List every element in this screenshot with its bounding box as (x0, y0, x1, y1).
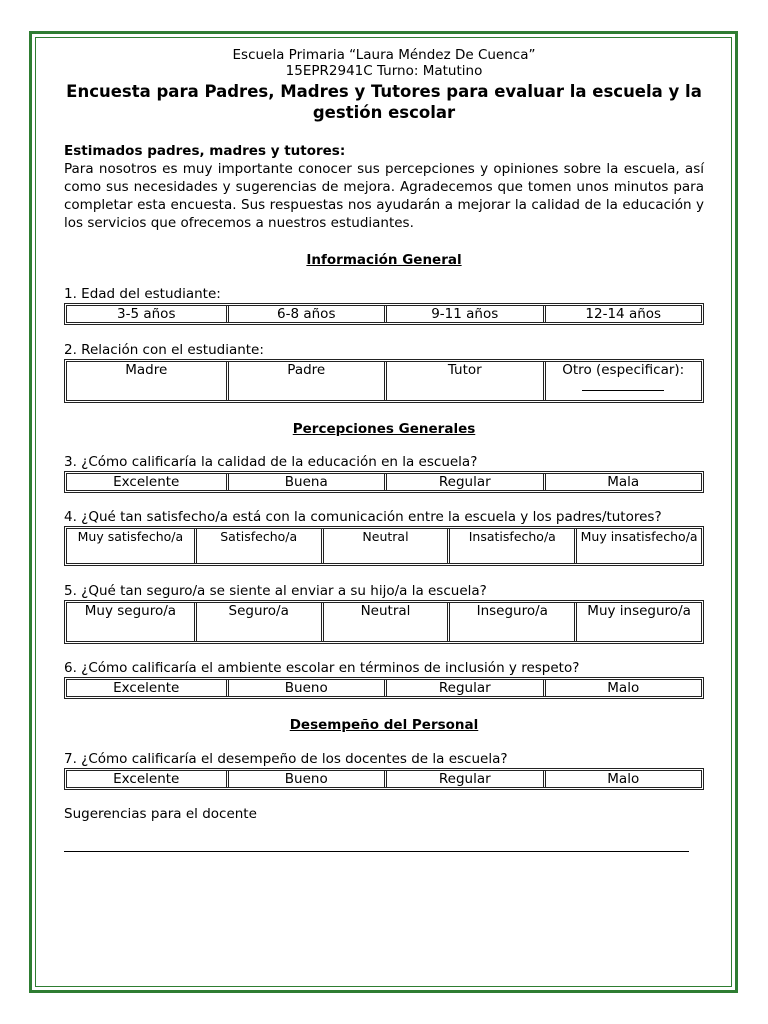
option-q4-b[interactable]: Satisfecho/a (194, 529, 321, 563)
option-q5-e[interactable]: Muy inseguro/a (574, 603, 701, 641)
question-7: 7. ¿Cómo calificaría el desempeño de los docentes de la escuela? (64, 751, 508, 767)
section-staff-performance: Desempeño del Personal (289, 717, 479, 733)
option-q7-a[interactable]: Excelente (113, 771, 180, 787)
option-q3-a[interactable]: Excelente (113, 474, 180, 490)
option-q4-d[interactable]: Insatisfecho/a (447, 529, 574, 563)
question-1: 1. Edad del estudiante: (64, 286, 221, 302)
options-q3 (64, 471, 704, 493)
option-q6-c[interactable]: Regular (384, 680, 543, 696)
option-q5-c[interactable]: Neutral (321, 603, 448, 641)
option-q2-b[interactable]: Padre (226, 362, 385, 400)
question-6: 6. ¿Cómo calificaría el ambiente escolar en términos de inclusión y respeto? (64, 660, 580, 676)
school-code-shift: 15EPR2941C Turno: Matutino (285, 63, 483, 79)
option-q3-c[interactable]: Regular (384, 474, 543, 490)
option-q4-a[interactable]: Muy satisfecho/a (77, 529, 184, 544)
greeting: Estimados padres, madres y tutores: (64, 143, 346, 159)
option-q4-c[interactable]: Neutral (321, 529, 448, 563)
option-q1-d[interactable]: 12-14 años (543, 306, 702, 322)
options-q4 (64, 526, 704, 566)
options-q2 (64, 359, 704, 403)
suggestions-answer-line[interactable] (64, 850, 689, 852)
question-4: 4. ¿Qué tan satisfecho/a está con la comunicación entre la escuela y los padres/tutores? (64, 509, 662, 525)
option-q2-a[interactable]: Madre (125, 362, 168, 378)
option-q6-b[interactable]: Bueno (226, 680, 385, 696)
option-q2-d[interactable] (543, 362, 702, 400)
options-q1 (64, 303, 704, 325)
option-q7-d[interactable]: Malo (543, 771, 702, 787)
option-q6-a[interactable]: Excelente (113, 680, 180, 696)
option-q7-c[interactable]: Regular (384, 771, 543, 787)
suggestions-label: Sugerencias para el docente (64, 806, 257, 822)
question-3: 3. ¿Cómo calificaría la calidad de la educación en la escuela? (64, 454, 478, 470)
option-q3-d[interactable]: Mala (543, 474, 702, 490)
school-name: Escuela Primaria “Laura Méndez De Cuenca” (232, 47, 536, 63)
options-q7 (64, 768, 704, 790)
intro-paragraph: Para nosotros es muy importante conocer sus percepciones y opiniones sobre la escuela, así como sus necesidades y sugerencias de mejora. Agradecemos que tomen unos minutos para completar esta encuesta. Sus respuestas nos ayudarán a mejorar la calidad de la educación y los servicios que ofrecemos a nuestros estudiantes. (64, 161, 704, 231)
question-5: 5. ¿Qué tan seguro/a se siente al enviar a su hijo/a la escuela? (64, 583, 487, 599)
question-2: 2. Relación con el estudiante: (64, 342, 264, 358)
option-q1-a[interactable]: 3-5 años (117, 306, 176, 322)
option-q2-d-label: Otro (especificar): (562, 362, 685, 378)
option-q4-e[interactable]: Muy insatisfecho/a (574, 529, 701, 563)
option-q5-d[interactable]: Inseguro/a (447, 603, 574, 641)
option-q5-a[interactable]: Muy seguro/a (84, 603, 177, 619)
section-general-info: Información General (306, 252, 462, 268)
section-perceptions: Percepciones Generales (292, 421, 476, 437)
option-q5-b[interactable]: Seguro/a (194, 603, 321, 641)
specify-blank-line[interactable] (582, 378, 664, 391)
survey-title: Encuesta para Padres, Madres y Tutores para evaluar la escuela y la gestión escolar (66, 82, 702, 122)
option-q6-d[interactable]: Malo (543, 680, 702, 696)
option-q2-c[interactable]: Tutor (384, 362, 543, 400)
option-q7-b[interactable]: Bueno (226, 771, 385, 787)
options-q6 (64, 677, 704, 699)
option-q1-b[interactable]: 6-8 años (226, 306, 385, 322)
options-q5 (64, 600, 704, 644)
option-q3-b[interactable]: Buena (226, 474, 385, 490)
survey-content (64, 47, 704, 852)
option-q1-c[interactable]: 9-11 años (384, 306, 543, 322)
